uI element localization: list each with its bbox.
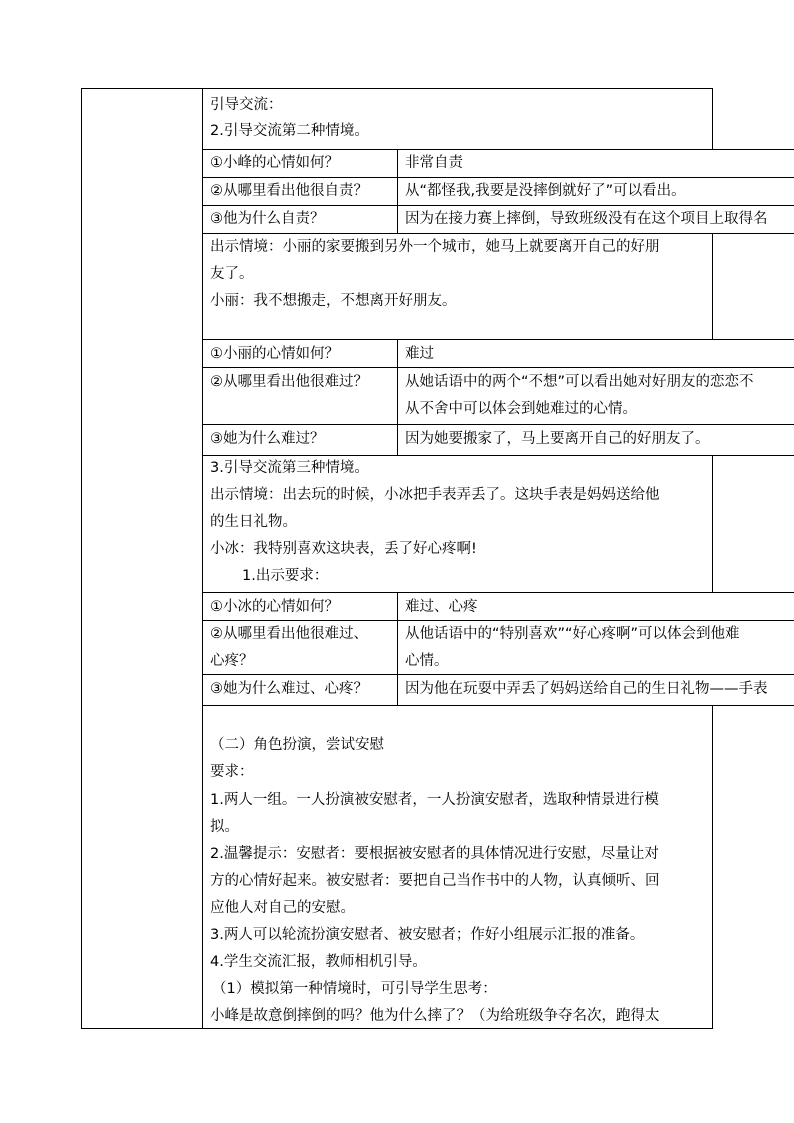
table-2-answer: 从不舍中可以体会到她难过的心情。 <box>405 401 637 417</box>
situation-3-line: 出示情境：出去玩的时候，小冰把手表弄丢了。这块手表是妈妈送给他 <box>210 487 660 503</box>
table-1-question: ①小峰的心情如何？ <box>210 155 339 171</box>
table-border-left <box>81 88 82 1029</box>
table-3-answer: 难过、心疼 <box>405 599 478 615</box>
inner-table-2-line <box>202 424 794 425</box>
inner-table-3-line <box>202 592 794 593</box>
paragraph-line: 3.两人可以轮流扮演安慰者、被安慰者；作好小组展示汇报的准备。 <box>210 927 645 943</box>
table-border-bottom <box>81 1028 713 1029</box>
situation-3-line: 小冰：我特别喜欢这块表，丢了好心疼啊! <box>210 541 477 557</box>
inner-table-2-divider <box>397 339 398 455</box>
paragraph-line: 4.学生交流汇报，教师相机引导。 <box>210 954 427 970</box>
paragraph-line: 小峰是故意倒摔倒的吗？他为什么摔了？（为给班级争夺名次，跑得太 <box>210 1008 660 1024</box>
situation-2-line: 友了。 <box>210 266 254 282</box>
paragraph-line: 1.两人一组。一人扮演被安慰者，一人扮演安慰者，选取种情景进行模 <box>210 792 659 808</box>
table-3-answer: 从他话语中的“特别喜欢”“好心疼啊”可以体会到他难 <box>405 626 740 642</box>
table-2-question: ②从哪里看出他很难过？ <box>210 374 368 390</box>
table-3-answer: 心情。 <box>405 653 449 669</box>
table-2-answer: 从她话语中的两个“不想”可以看出她对好朋友的恋恋不 <box>405 374 754 390</box>
table-border-column-divider <box>202 88 203 1029</box>
inner-table-3-line <box>202 620 794 621</box>
situation-3-line: 1.出示要求： <box>242 568 329 584</box>
table-border-right <box>712 233 713 339</box>
inner-table-3-line <box>202 705 794 706</box>
table-3-question: 心疼？ <box>210 653 254 669</box>
table-2-question: ①小丽的心情如何？ <box>210 346 339 362</box>
situation-2-line: 小丽：我不想搬走，不想离开好朋友。 <box>210 293 457 309</box>
intro-line: 引导交流： <box>210 97 283 113</box>
table-1-question: ②从哪里看出他很自责？ <box>210 183 368 199</box>
table-1-question: ③他为什么自责？ <box>210 211 325 227</box>
situation-3-line: 3.引导交流第三种情境。 <box>210 460 369 476</box>
inner-table-1-line <box>202 149 794 150</box>
table-3-question: ①小冰的心情如何？ <box>210 599 339 615</box>
paragraph-line: 2.温馨提示：安慰者：要根据被安慰者的具体情况进行安慰，尽量让对 <box>210 846 659 862</box>
table-border-top <box>81 88 713 89</box>
table-3-question: ③她为什么难过、心疼？ <box>210 681 368 697</box>
situation-2-line: 出示情境：小丽的家要搬到另外一个城市，她马上就要离开自己的好朋 <box>210 239 660 255</box>
table-3-question: ②从哪里看出他很难过、 <box>210 626 368 642</box>
inner-table-1-divider <box>397 149 398 233</box>
paragraph-line: 应他人对自己的安慰。 <box>210 900 355 916</box>
situation-3-line: 的生日礼物。 <box>210 514 297 530</box>
inner-table-2-line <box>202 455 794 456</box>
paragraph-line: 拟。 <box>210 819 239 835</box>
table-1-answer: 从“都怪我,我要是没摔倒就好了”可以看出。 <box>405 183 686 199</box>
table-1-answer: 非常自责 <box>405 155 463 171</box>
table-2-answer: 难过 <box>405 346 434 362</box>
paragraph-line: 要求： <box>210 764 254 780</box>
inner-table-1-line <box>202 205 794 206</box>
inner-table-2-line <box>202 367 794 368</box>
table-border-right <box>712 705 713 1029</box>
table-1-answer: 因为在接力赛上摔倒，导致班级没有在这个项目上取得名 <box>405 211 768 227</box>
table-border-right <box>712 455 713 592</box>
inner-table-1-line <box>202 233 794 234</box>
inner-table-3-divider <box>397 592 398 705</box>
paragraph-line: （1）模拟第一种情境时，可引导学生思考： <box>212 981 497 997</box>
table-2-question: ③她为什么难过？ <box>210 431 325 447</box>
table-3-answer: 因为他在玩耍中弄丢了妈妈送给自己的生日礼物——手表 <box>405 681 768 697</box>
table-border-right <box>712 88 713 149</box>
section-heading: （二）角色扮演，尝试安慰 <box>210 737 384 753</box>
table-2-answer: 因为她要搬家了，马上要离开自己的好朋友了。 <box>405 431 710 447</box>
intro-line: 2.引导交流第二种情境。 <box>210 123 369 139</box>
inner-table-3-line <box>202 674 794 675</box>
inner-table-1-line <box>202 177 794 178</box>
paragraph-line: 方的心情好起来。被安慰者：要把自己当作书中的人物，认真倾听、回 <box>210 873 660 889</box>
inner-table-2-line <box>202 339 794 340</box>
